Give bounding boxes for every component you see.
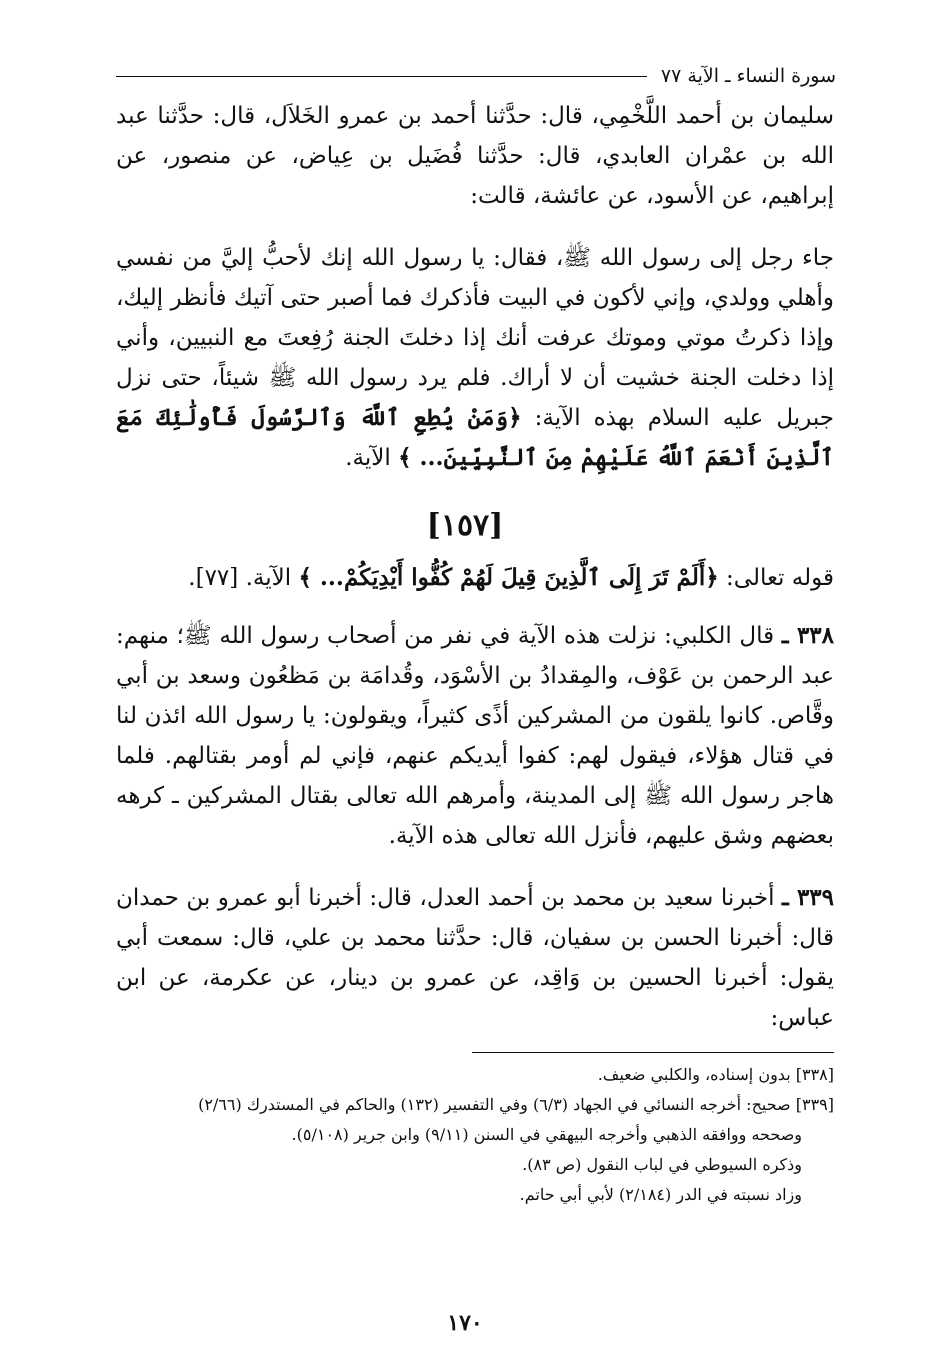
narration-text: أخبرنا سعيد بن محمد بن أحمد العدل، قال: أخبرنا أبو عمرو بن حمدان قال: أخبرنا الحسن بن سفيان، قال: حدَّثنا محمد بن علي، قال: سمعت أبي يقول: أخبرنا الحسين بن وَاقِد، عن عمرو بن دينار، عن عكرمة، عن ابن عباس: xyxy=(116,885,834,1031)
quran-verse: ﴿وَمَنْ يُطِعِ ٱللَّهَ وَٱلرَّسُولَ فَأُولَٰئِكَ مَعَ ٱلَّذِينَ أَنْعَمَ ٱللَّهُ عَلَيْهِمْ مِنَ ٱلنَّبِيِّينَ... ﴾ xyxy=(116,404,834,471)
running-header xyxy=(116,62,836,90)
verse-suffix: الآية. xyxy=(345,445,399,471)
section-heading-line xyxy=(116,558,834,598)
narration-339 xyxy=(116,878,834,1038)
header-rule xyxy=(116,76,647,77)
narration-338 xyxy=(116,616,834,856)
section-intro: قوله تعالى: xyxy=(718,565,834,591)
narration-339-paragraph xyxy=(116,878,834,1038)
footnote-339-cont: وذكره السيوطي في لباب النقول (ص ٨٣). xyxy=(522,1155,802,1174)
footnote-rule xyxy=(472,1052,834,1053)
paragraph-text: سليمان بن أحمد اللَّخْمِي، قال: حدَّثنا أحمد بن عمرو الخَلاَل، قال: حدَّثنا عبد الله بن عمْران العابدي، قال: حدَّثنا فُضَيل بن عِياض، عن منصور، عن إبراهيم، عن الأسود، عن عائشة، قالت: xyxy=(116,103,834,209)
section-verse: ﴿أَلَمْ تَرَ إِلَى ٱلَّذِينَ قِيلَ لَهُمْ كُفُّوا أَيْدِيَكُمْ... ﴾ xyxy=(298,564,719,591)
paragraph-isnad xyxy=(116,96,834,216)
footnote-338: [٣٣٨] بدون إسناده، والكلبي ضعيف. xyxy=(597,1065,834,1084)
section-heading xyxy=(116,558,834,598)
footnote-339-cont: وصححه ووافقه الذهبي وأخرجه البيهقي في السنن (٩/١١) وابن جرير (٥/١٠٨). xyxy=(291,1125,802,1144)
narration-number: ٣٣٨ ـ xyxy=(781,622,834,649)
page-number: ١٧٠ xyxy=(447,1310,483,1336)
header-title: سورة النساء ـ الآية ٧٧ xyxy=(660,65,836,87)
narration-text: قال الكلبي: نزلت هذه الآية في نفر من أصحاب رسول الله ﷺ؛ منهم: عبد الرحمن بن عَوْف، والمِقدادُ بن الأسْوَد، وقُدامَة بن مَظعُون وسعد بن أبي وقَّاص. كانوا يلقون من المشركين أذًى كثيراً، ويقولون: يا رسول الله ائذن لنا في قتال هؤلاء، فيقول لهم: كفوا أيديكم عنهم، فإني لم أومر بقتالهم. فلما هاجر رسول الله ﷺ إلى المدينة، وأمرهم الله تعالى بقتال المشركين ـ كرهه بعضهم وشق عليهم، فأنزل الله تعالى هذه الآية. xyxy=(116,623,834,849)
footnote-339: [٣٣٩] صحيح: أخرجه النسائي في الجهاد (٦/٣) وفي التفسير (١٣٢) والحاكم في المستدرك (٢/٦٦) xyxy=(198,1095,834,1114)
paragraph-hadith xyxy=(116,238,834,478)
footnote-339-cont: وزاد نسبته في الدر (٢/١٨٤) لأبي أبي حاتم. xyxy=(519,1185,802,1204)
section-number: [١٥٧] xyxy=(426,508,504,543)
section-suffix: الآية. [٧٧]. xyxy=(188,565,299,591)
footnotes xyxy=(116,1060,834,1210)
narration-338-paragraph xyxy=(116,616,834,856)
hadith-paragraph xyxy=(116,238,834,478)
narration-number: ٣٣٩ ـ xyxy=(781,884,834,911)
hadith-text: جاء رجل إلى رسول الله ﷺ، فقال: يا رسول الله إنك لأحبُّ إليَّ من نفسي وأهلي وولدي، وإني لأكون في البيت فأذكرك فما أصبر حتى آتيك فأنظر إليك، وإذا ذكرتُ موتي وموتك عرفت أنك إذا دخلتَ الجنة رُفِعتَ مع النبيين، وأني إذا دخلت الجنة خشيت أن لا أراك. فلم يرد رسول الله ﷺ شيئاً، حتى نزل جبريل عليه السلام بهذه الآية: xyxy=(116,245,835,431)
